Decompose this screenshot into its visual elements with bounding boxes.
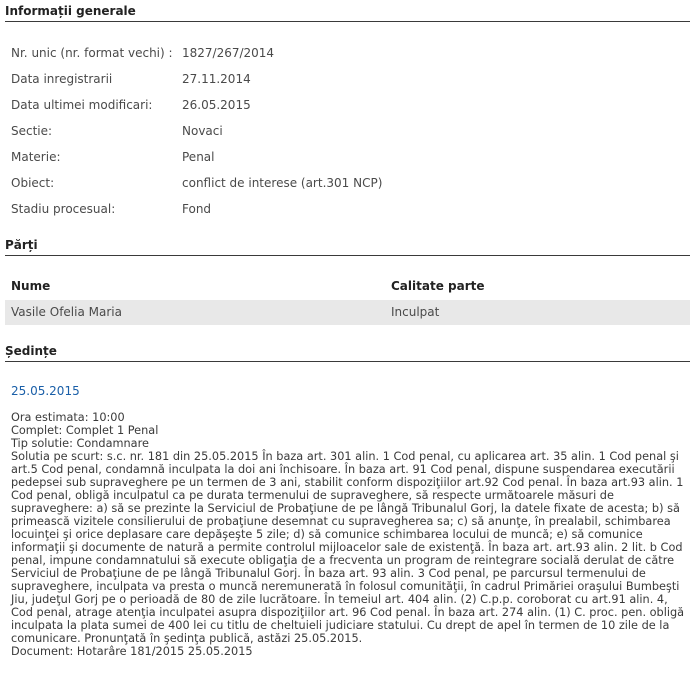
info-value: 1827/267/2014 (182, 46, 275, 60)
session-complet: Complet: Complet 1 Penal (11, 424, 159, 437)
party-name: Vasile Ofelia Maria (11, 305, 122, 319)
info-label: Nr. unic (nr. format vechi) : (11, 46, 173, 60)
info-label: Data ultimei modificari: (11, 98, 153, 112)
session-details (11, 411, 685, 658)
info-value: conflict de interese (art.301 NCP) (182, 176, 383, 190)
info-value: Penal (182, 150, 215, 164)
info-value: 26.05.2015 (182, 98, 251, 112)
parti-table (5, 273, 690, 325)
info-label: Materie: (11, 150, 61, 164)
header-nume: Nume (11, 279, 51, 293)
session-date[interactable]: 25.05.2015 (11, 384, 80, 398)
session-solutie: Solutia pe scurt: s.c. nr. 181 din 25.05.2015 În baza art. 301 alin. 1 Cod penal, cu aplicarea art. 35 alin. 1 Cod penal şi art.5 Cod penal, condamnă inculpata la doi ani închisoare. În baza art. 91 Cod penal, dispune suspendarea executării pedepsei sub supraveghere pe un termen de 3 ani, stabilit conform dispoziţiilor art.92 Cod penal. În baza art.93 alin. 1 Cod penal, obligă inculpatul ca pe durata termenului de supraveghere, să respecte următoarele măsuri de supraveghere: a) să se prezinte la Serviciul de Probaţiune de pe lângă Tribunalul Gorj, la datele fixate de acesta; b) să primească vizitele consilierului de probaţiune desemnat cu supravegherea sa; c) să anunţe, în prealabil, schimbarea locuinţei şi orice deplasare care depăşeşte 5 zile; d) să comunice schimbarea locului de muncă; e) să comunice informaţii şi documente de natură a permite controlul mijloacelor sale de existenţă. În baza art. art.93 alin. 2 lit. b Cod penal, impune condamnatului să execute obligaţia de a frecventa un program de reintegrare socială derulat de către Serviciul de Probaţiune de pe lângă Tribunalul Gorj. În baza art. 93 alin. 3 Cod penal, pe parcursul termenului de supraveghere, inculpata va presta o muncă neremunerată în folosul comunităţii, în cadrul Primăriei oraşului Bumbeşti Jiu, judeţul Gorj pe o perioadă de 80 de zile lucrătoare. În temeiul art. 404 alin. (2) C.p.p. coroborat cu art.91 alin. 4, Cod penal, atrage atenţia inculpatei asupra dispoziţiilor art. 96 Cod penal. În baza art. 274 alin. (1) C. proc. pen. obligă inculpata la plata sumei de 400 lei cu titlu de cheltuieli judiciare statului. Cu drept de apel în termen de 10 zile de la comunicare. Pronunţată în şedinţa publică, astăzi 25.05.2015. (11, 450, 685, 645)
info-label: Obiect: (11, 176, 55, 190)
info-label: Sectie: (11, 124, 53, 138)
info-value: Novaci (182, 124, 223, 138)
info-value: 27.11.2014 (182, 72, 251, 86)
info-label: Stadiu procesual: (11, 202, 116, 216)
party-role: Inculpat (391, 305, 440, 319)
session-ora: Ora estimata: 10:00 (11, 411, 125, 424)
session-tip-solutie: Tip solutie: Condamnare (11, 437, 149, 450)
table-header (5, 273, 690, 300)
info-label: Data inregistrarii (11, 72, 113, 86)
general-section-title: Informații generale (5, 4, 690, 22)
info-value: Fond (182, 202, 212, 216)
parti-section-title: Părți (5, 238, 690, 256)
header-calitate: Calitate parte (391, 279, 485, 293)
session-document: Document: Hotarâre 181/2015 25.05.2015 (11, 645, 253, 658)
sedinte-section-title: Ședințe (5, 344, 690, 362)
table-row (5, 300, 690, 325)
